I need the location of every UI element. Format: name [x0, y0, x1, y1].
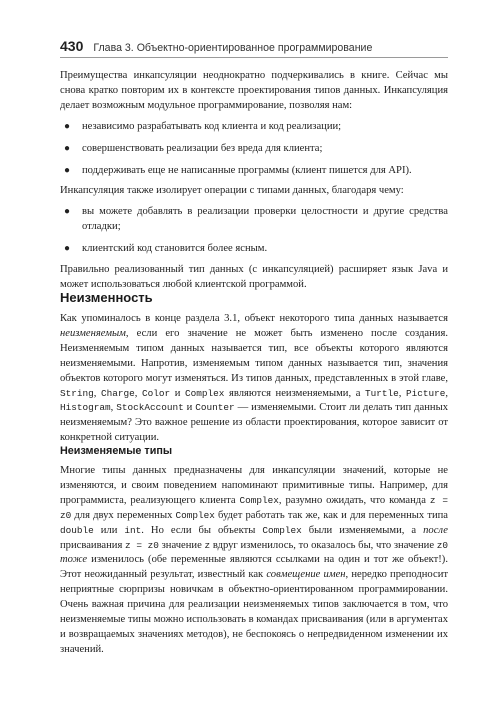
immutable-types-paragraph: Многие типы данных предназначены для инкапсуляции значений, которые не изменяются, и своим поведением напоминают примитивные типы. Например, для программиста, реализующего клиента Complex, разумно ожидать, что команда z = z0 для двух переменных Complex будет работать так же, как и для переменных типа double или int. Но если бы объекты Complex были изменяемыми, а после присваивания z = z0 значение z вдруг изменилось, то оказалось бы, что значение z0 тоже изменилось (обе переменные являются ссылками на один и тот же объект!). Этот неожиданный результат, известный как совмещение имен, нередко преподносит неприятные сюрпризы новичкам в объектно-ориентированном программировании. Очень важная причина для реализации неизменяемых типов заключается в том, что неизменяемые типы можно использовать в командах присваивания (или в аргументах и возвращаемых значениях методов), не беспокоясь о непредвиденном изменении их значений.	[60, 465, 449, 655]
intro-section	[60, 69, 448, 293]
subsection-heading: Неизменяемые типы	[60, 445, 173, 457]
list-item: ● клиентский код становится более ясным.	[60, 242, 448, 257]
list-item: ● вы можете добавлять в реализации проверки целостности и другие средства отладки;	[64, 206, 448, 233]
java-paragraph: Правильно реализованный тип данных (с инкапсуляцией) расширяет язык Java и может использоваться любой клиентской программой.	[60, 264, 448, 290]
bullet-list-modular	[60, 120, 448, 179]
section-heading: Неизменность	[60, 290, 153, 305]
list-item: ● совершенствовать реализации без вреда для клиента;	[60, 142, 448, 157]
intro-paragraph: Преимущества инкапсуляции неоднократно подчеркивались в книге. Сейчас мы снова кратко повторим их в контексте проектирования типов данных. Инкапсуляция делает возможным модульное программирование, позволяя нам:	[60, 70, 448, 111]
immutability-section	[60, 312, 448, 446]
page-number: 430	[60, 38, 84, 54]
immutable-types-section	[60, 464, 448, 658]
page-header	[60, 38, 448, 58]
immutability-paragraph: Как упоминалось в конце раздела 3.1, объект некоторого типа данных называется неизменяемым, если его значение не может быть изменено после создания. Неизменяемым типом данных называется тип, все объекты которого являются неизменяемыми. Напротив, изменяемым типом данных называется тип, значения объектов которого могут изменяться. Из типов данных, представленных в этой главе, String, Charge, Color и Complex являются неизменяемыми, а Turtle, Picture, Histogram, StockAccount и Counter — изменяемыми. Стоит ли делать тип данных неизменяемым? Это важное решение из области проектирования, которое зависит от конкретной ситуации.	[60, 313, 449, 444]
list-item: ● независимо разрабатывать код клиента и код реализации;	[60, 120, 448, 135]
bullet-icon: ●	[64, 206, 71, 218]
bullet-icon: ●	[64, 164, 71, 176]
bullet-icon: ●	[64, 142, 71, 154]
bullet-icon: ●	[64, 120, 71, 132]
bullet-list-isolation	[60, 205, 448, 257]
isolation-paragraph: Инкапсуляция также изолирует операции с типами данных, благодаря чему:	[60, 185, 404, 197]
bullet-icon: ●	[64, 243, 71, 255]
list-item: ● поддерживать еще не написанные программы (клиент пишется для API).	[60, 164, 448, 179]
running-head: Глава 3. Объектно-ориентированное программирование	[93, 42, 373, 54]
